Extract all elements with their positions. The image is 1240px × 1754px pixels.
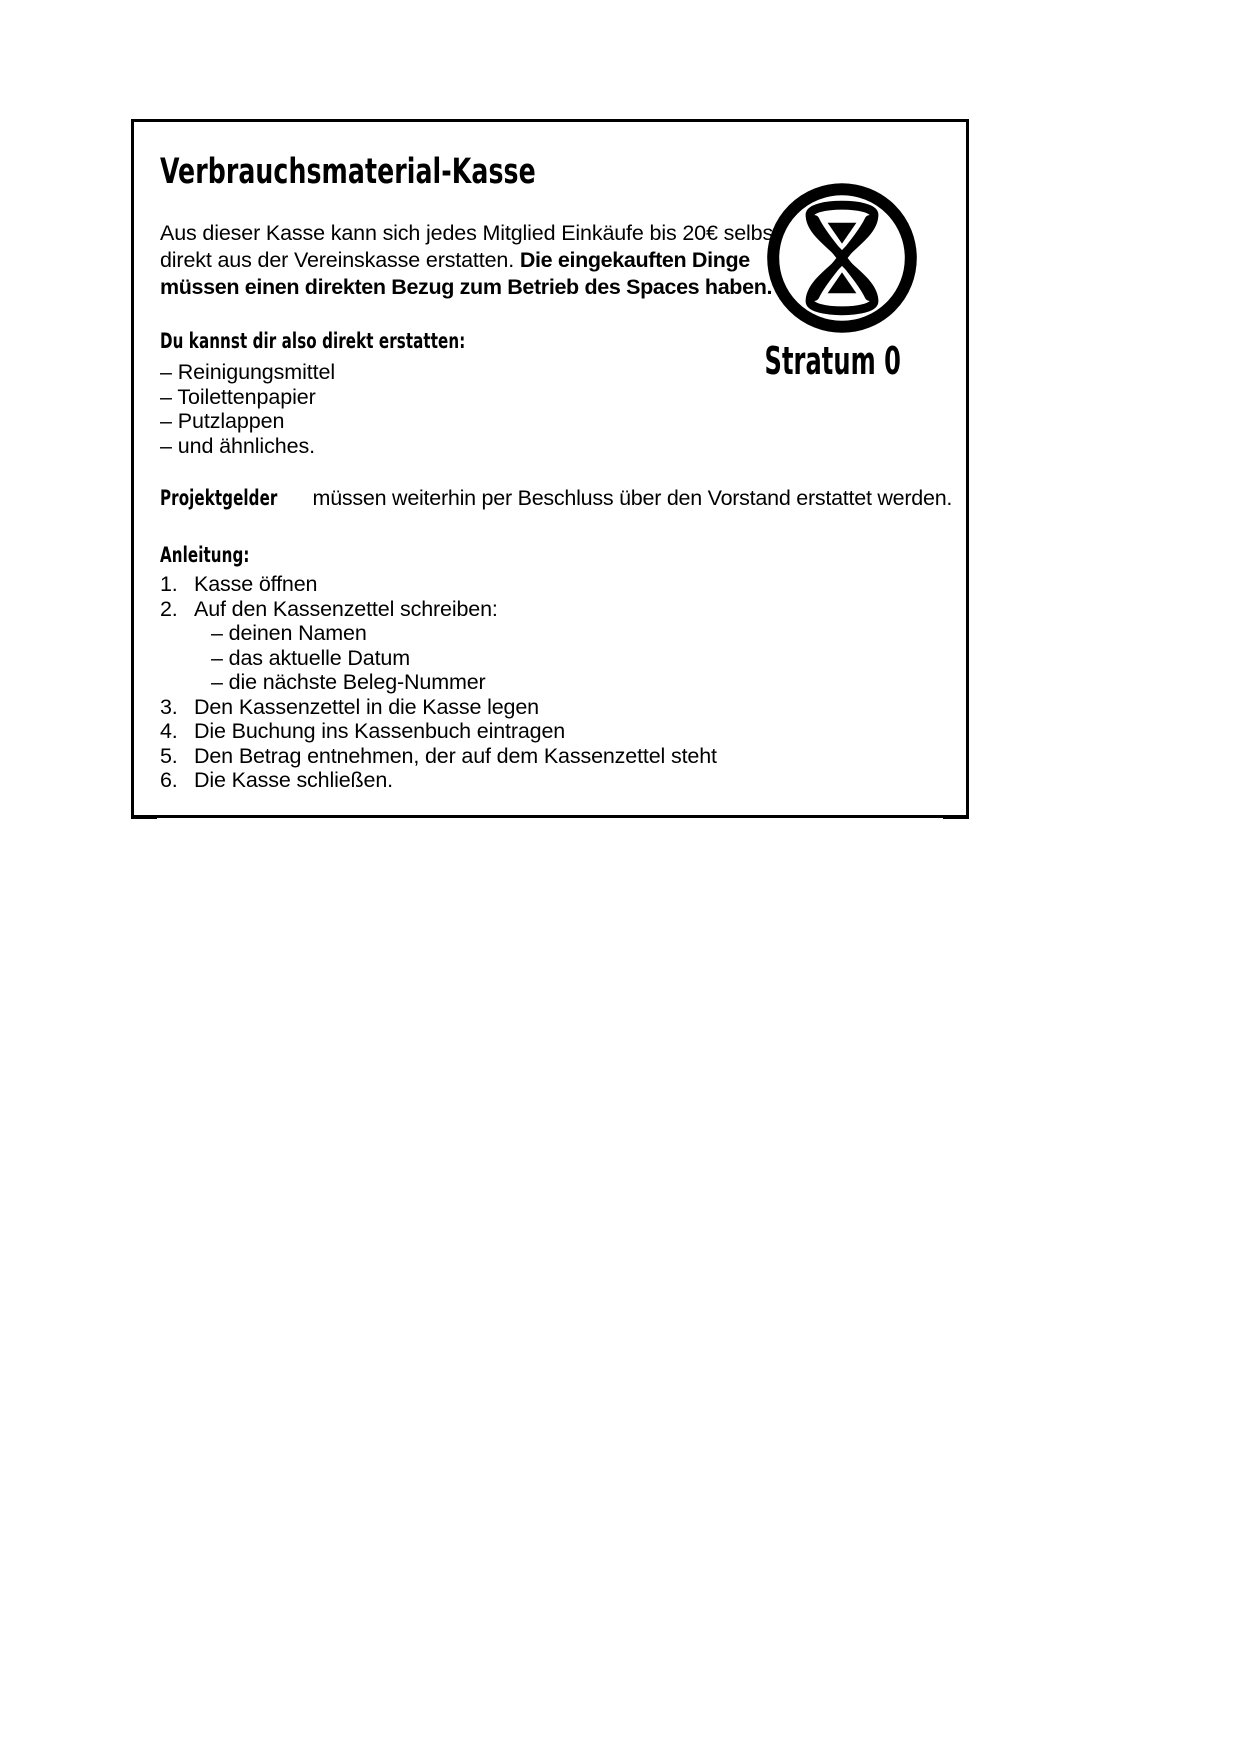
- logo-wordmark: [765, 340, 920, 382]
- step-sub-list: [211, 621, 946, 695]
- step-text: Die Buchung ins Kassenbuch eintragen: [194, 719, 566, 743]
- step-item: [160, 719, 946, 744]
- step-text: Auf den Kassenzettel schreiben:: [194, 596, 498, 621]
- reimburse-heading-text: Du kannst dir also direkt erstatten:: [160, 329, 466, 353]
- crop-mark-left: [131, 816, 157, 819]
- step-item: [160, 572, 946, 597]
- anleitung-heading: [160, 542, 946, 568]
- step-number: 6.: [160, 768, 178, 792]
- logo-wordmark-text: Stratum 0: [764, 339, 901, 383]
- sub-list-item: – die nächste Beleg-Nummer: [211, 670, 486, 694]
- step-item: [160, 744, 946, 769]
- step-text: Den Kassenzettel in die Kasse legen: [194, 694, 539, 719]
- step-text: Den Betrag entnehmen, der auf dem Kassenzettel steht: [194, 743, 717, 768]
- step-text: Kasse öffnen: [194, 572, 318, 596]
- step-number: 3.: [160, 694, 178, 719]
- list-item: – Putzlappen: [160, 409, 285, 433]
- step-item: [160, 768, 946, 793]
- stratum-0-hourglass-icon: [762, 178, 922, 338]
- list-item: – und ähnliches.: [160, 433, 315, 458]
- step-item: [160, 695, 946, 720]
- step-number: 5.: [160, 743, 178, 768]
- sub-list-item: – das aktuelle Datum: [211, 645, 410, 670]
- list-item: – Toilettenpapier: [160, 384, 316, 409]
- crop-mark-right: [943, 816, 969, 819]
- poster-content: [160, 152, 953, 792]
- anleitung-heading-text: Anleitung:: [160, 543, 250, 567]
- poster-frame: [131, 119, 969, 818]
- step-number: 2.: [160, 596, 178, 621]
- step-number: 4.: [160, 719, 178, 743]
- step-number: 1.: [160, 572, 178, 596]
- projektgelder-note: [160, 485, 953, 512]
- sub-list-item: – deinen Namen: [211, 621, 367, 645]
- logo-block: [754, 178, 930, 382]
- projektgelder-bold-lead: Projektgelder: [160, 486, 278, 510]
- step-item: [160, 597, 946, 695]
- projektgelder-rest: müssen weiterhin per Beschluss über den Vorstand erstattet werden.: [306, 486, 953, 510]
- intro-normal-text: Aus dieser Kasse kann sich jedes Mitglied Einkäufe bis 20€ selbst direkt aus der Vereinskasse erstatten.: [160, 221, 779, 272]
- step-text: Die Kasse schließen.: [194, 768, 393, 792]
- list-item: – Reinigungsmittel: [160, 360, 336, 384]
- intro-paragraph: [160, 220, 780, 301]
- page-title-text: Verbrauchsmaterial-Kasse: [160, 152, 536, 192]
- intro-bold-text: Die eingekauften Dinge müssen einen direkten Bezug zum Betrieb des Spaces haben.: [160, 248, 773, 299]
- anleitung-steps: [160, 572, 946, 793]
